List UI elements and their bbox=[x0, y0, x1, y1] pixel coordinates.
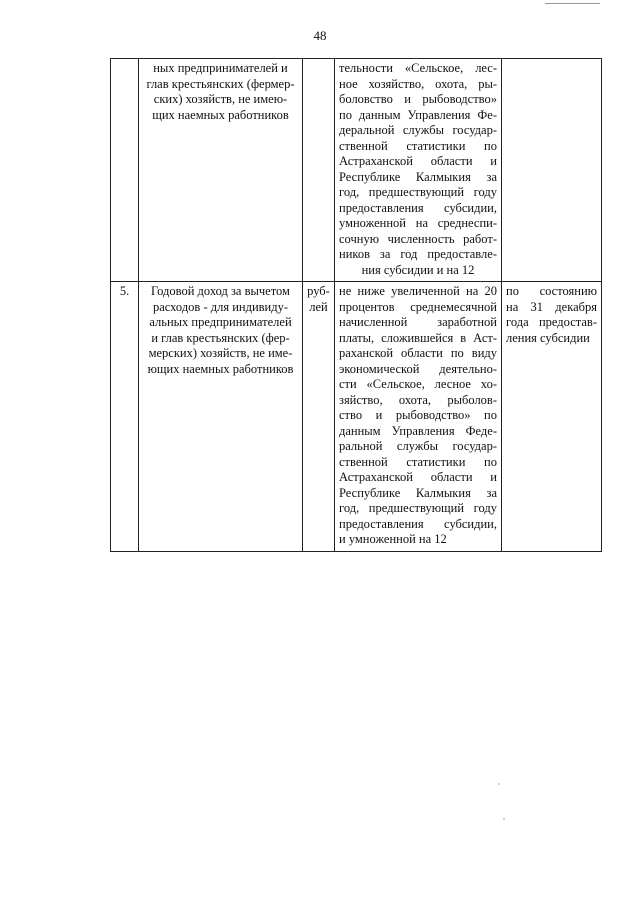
indicator-value-line: год, предшествующий году bbox=[339, 185, 497, 199]
indicator-value-line: ство и рыбоводство» по bbox=[339, 408, 497, 422]
indicator-value-line: ния субсидии и на 12 bbox=[361, 262, 475, 277]
indicator-name-cell bbox=[139, 282, 303, 552]
unit-line: руб- bbox=[307, 284, 330, 298]
page-number: 48 bbox=[313, 28, 327, 43]
indicator-value-line: ников за год предоставле- bbox=[339, 247, 497, 261]
indicator-value-line: не ниже увеличенной на 20 bbox=[339, 284, 497, 298]
indicator-value-line: зяйство, охота, рыболов- bbox=[339, 392, 497, 407]
date-line: на 31 декабря bbox=[506, 299, 597, 314]
table-row-continued bbox=[111, 59, 602, 282]
unit-cell bbox=[303, 59, 335, 282]
indicator-value-line: ственной статистики по bbox=[339, 454, 497, 469]
indicator-value-line: тельности «Сельское, лес- bbox=[339, 61, 497, 75]
indicator-name-line: расходов - для индивиду- bbox=[152, 299, 289, 314]
indicator-name-line: глав крестьянских (фермер- bbox=[146, 76, 295, 91]
indicator-name-line: и глав крестьянских (фер- bbox=[151, 330, 290, 345]
indicator-value-line: предоставления субсидии, bbox=[339, 200, 497, 215]
indicator-name-line: щих наемных работников bbox=[152, 107, 289, 122]
indicator-value-line: Астраханской области и bbox=[339, 470, 497, 484]
indicator-value-line: сти «Сельское, лесное хо- bbox=[339, 377, 497, 391]
indicator-value-line: и умноженной на 12 bbox=[339, 532, 447, 546]
indicator-table bbox=[110, 58, 602, 552]
date-cell bbox=[502, 282, 602, 552]
indicator-value-line: боловство и рыбоводство» bbox=[339, 92, 497, 106]
indicator-value-line: начисленной заработной bbox=[339, 315, 497, 329]
indicator-name-line: ных предпринимателей и bbox=[153, 61, 288, 75]
scan-speck bbox=[503, 818, 505, 820]
scan-speck bbox=[498, 783, 500, 785]
indicator-name-line: ющих наемных работников bbox=[147, 361, 294, 376]
indicator-value-line: по данным Управления Фе- bbox=[339, 107, 497, 122]
unit-cell bbox=[303, 282, 335, 552]
indicator-value-cell bbox=[335, 282, 502, 552]
indicator-value-line: ное хозяйство, охота, ры- bbox=[339, 76, 497, 91]
indicator-value-line: предоставления субсидии, bbox=[339, 516, 497, 531]
indicator-value-line: ственной статистики по bbox=[339, 138, 497, 153]
indicator-value-line: раханской области по виду bbox=[339, 346, 497, 360]
scan-corner-mark bbox=[545, 0, 600, 4]
indicator-value-line: процентов среднемесячной bbox=[339, 299, 497, 314]
indicator-value-line: ральной службы государ- bbox=[339, 439, 497, 453]
indicator-value-line: платы, сложившейся в Аст- bbox=[339, 330, 497, 345]
date-cell bbox=[502, 59, 602, 282]
indicator-value-line: данным Управления Феде- bbox=[339, 423, 497, 438]
indicator-value-line: экономической деятельно- bbox=[339, 361, 497, 376]
indicator-name-line: альных предпринимателей bbox=[149, 315, 292, 329]
date-line: года предостав- bbox=[506, 315, 597, 329]
date-line: по состоянию bbox=[506, 284, 597, 298]
row-number-cell bbox=[111, 59, 139, 282]
indicator-value-line: Республике Калмыкия за bbox=[339, 169, 497, 184]
date-line: ления субсидии bbox=[506, 330, 590, 345]
indicator-value-line: Астраханской области и bbox=[339, 154, 497, 168]
indicator-value-line: деральной службы государ- bbox=[339, 123, 497, 137]
unit-line: лей bbox=[309, 299, 328, 314]
row-number-cell: 5. bbox=[111, 282, 139, 552]
indicator-value-line: год, предшествующий году bbox=[339, 501, 497, 515]
indicator-value-line: умноженной на среднеспи- bbox=[339, 216, 497, 230]
indicator-value-line: сочную численность работ- bbox=[339, 231, 497, 246]
table-row-5 bbox=[111, 282, 602, 552]
indicator-name-line: ских) хозяйств, не имею- bbox=[153, 92, 288, 106]
indicator-name-line: мерских) хозяйств, не име- bbox=[148, 346, 293, 360]
indicator-name-cell bbox=[139, 59, 303, 282]
indicator-name-line: Годовой доход за вычетом bbox=[151, 284, 290, 298]
indicator-value-line: Республике Калмыкия за bbox=[339, 485, 497, 500]
indicator-value-cell bbox=[335, 59, 502, 282]
